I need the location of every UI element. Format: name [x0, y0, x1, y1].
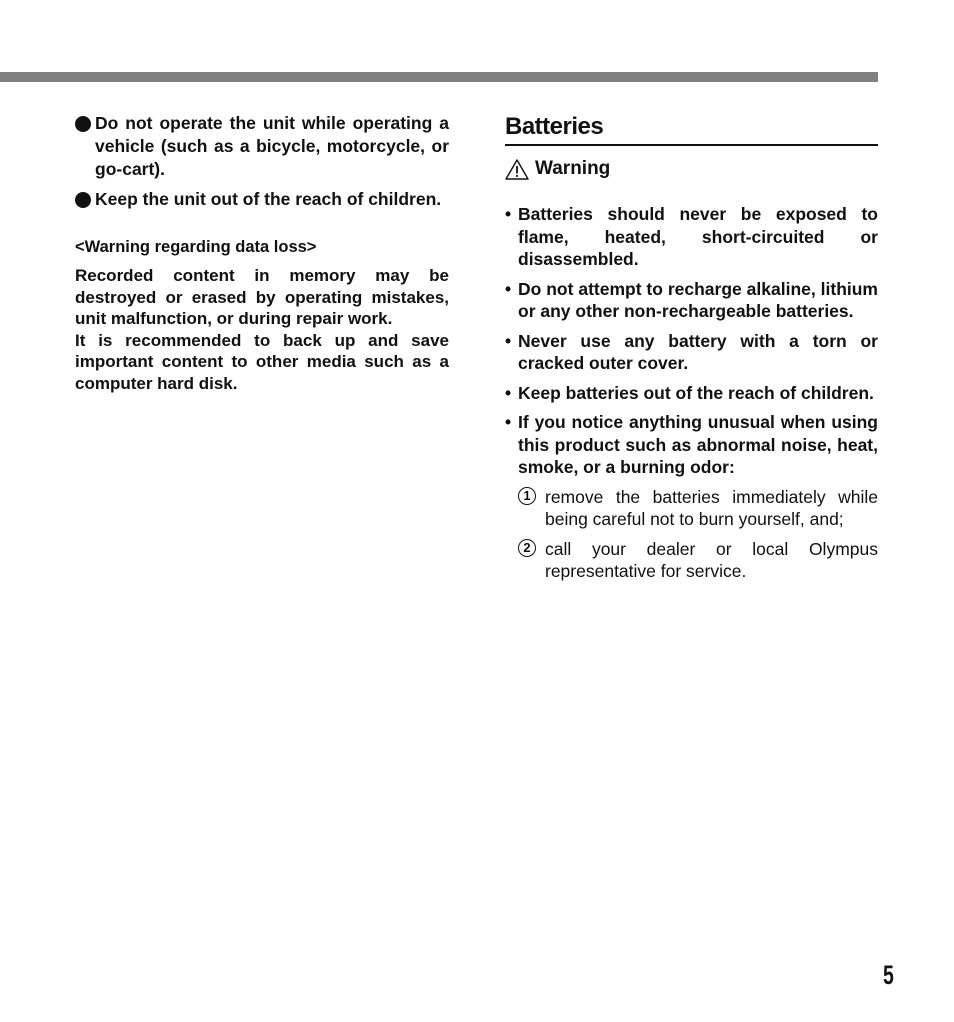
- warning-label: Warning: [535, 158, 611, 179]
- circled-number: 2: [518, 539, 536, 557]
- list-item-text: Never use any battery with a torn or cracked outer cover.: [518, 330, 878, 373]
- bullet-icon: •: [505, 204, 512, 224]
- right-column: [505, 112, 878, 590]
- battery-warnings-list: [505, 203, 878, 583]
- circled-number: 1: [518, 487, 536, 505]
- list-item: [505, 278, 878, 323]
- bullet-icon: •: [505, 330, 512, 351]
- bullet-icon: •: [505, 278, 512, 299]
- bullet-dot-icon: [75, 116, 91, 132]
- list-item-text: If you notice anything unusual when using this product such as abnormal noise, heat, smoke, or a burning odor:: [518, 412, 878, 477]
- page-number: 5: [883, 960, 894, 990]
- bullet-dot-icon: [75, 192, 91, 208]
- list-item: [505, 330, 878, 375]
- numbered-step-text: remove the batteries immediately while being careful not to burn yourself, and;: [545, 486, 878, 529]
- bullet-icon: •: [505, 412, 512, 432]
- data-loss-paragraph-1: Recorded content in memory may be destroyed or erased by operating mistakes, unit malfunction, or during repair work.: [75, 266, 449, 328]
- warning-triangle-icon: [505, 159, 529, 180]
- section-title: Batteries: [505, 113, 878, 146]
- safety-item: [75, 112, 449, 181]
- list-item: [505, 382, 878, 405]
- safety-item-text: Do not operate the unit while operating a vehicle (such as a bicycle, motorcycle, or go-cart).: [95, 113, 449, 179]
- data-loss-heading: <Warning regarding data loss>: [75, 238, 317, 256]
- header-rule: [0, 72, 878, 82]
- list-item-text: Keep batteries out of the reach of children.: [518, 382, 874, 403]
- data-loss-paragraph-2: It is recommended to back up and save important content to other media such as a computer hard disk.: [75, 330, 449, 393]
- warning-heading: [505, 157, 878, 181]
- numbered-step-text: call your dealer or local Olympus representative for service.: [545, 538, 878, 581]
- left-column: [75, 112, 449, 394]
- bullet-icon: •: [505, 382, 512, 403]
- list-item: [505, 203, 878, 271]
- list-item: [505, 411, 878, 479]
- list-item-text: Batteries should never be exposed to flame, heated, short-circuited or disassembled.: [518, 204, 878, 269]
- list-item-text: Do not attempt to recharge alkaline, lithium or any other non-rechargeable batteries.: [518, 278, 878, 321]
- safety-item: [75, 188, 449, 211]
- numbered-step: [505, 538, 878, 583]
- numbered-step: [505, 486, 878, 531]
- safety-item-text: Keep the unit out of the reach of children.: [95, 189, 442, 209]
